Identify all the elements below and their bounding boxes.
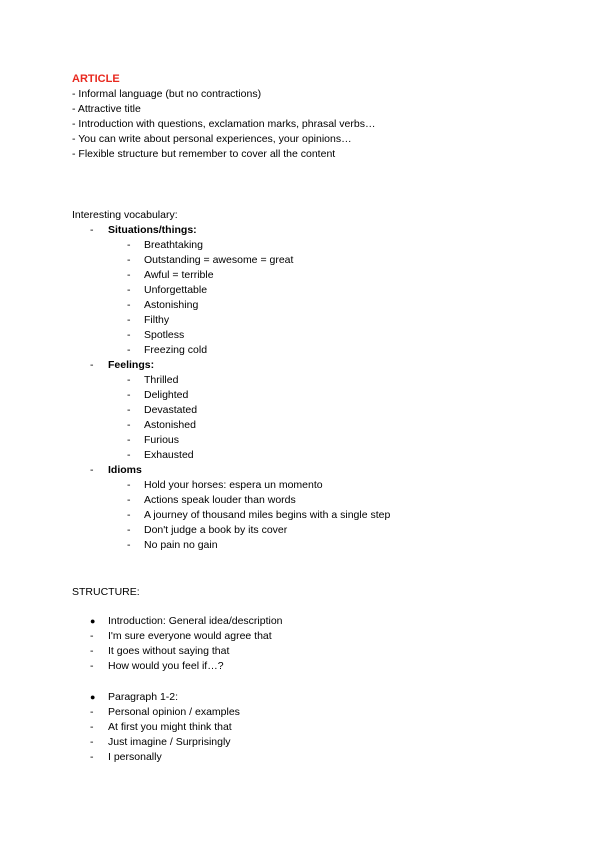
structure-item-text: Personal opinion / examples — [108, 706, 240, 718]
structure-item-text: Just imagine / Surprisingly — [108, 736, 231, 748]
vocab-item-text: Don't judge a book by its cover — [144, 524, 288, 536]
dash-marker: - — [127, 509, 131, 521]
dash-marker: - — [127, 404, 131, 416]
dash-marker: - — [127, 284, 131, 296]
dash-marker: - — [90, 645, 94, 657]
category-label: Situations/things: — [108, 224, 197, 236]
structure-item-text: It goes without saying that — [108, 645, 230, 657]
vocab-item-text: No pain no gain — [144, 539, 218, 551]
dash-marker: - — [127, 494, 131, 506]
category-label: Feelings: — [108, 359, 155, 371]
dash-marker: - — [127, 539, 131, 551]
dash-marker: - — [90, 224, 94, 236]
structure-item-text: How would you feel if…? — [108, 660, 224, 672]
vocab-item-text: A journey of thousand miles begins with a single step — [144, 509, 391, 521]
dash-marker: - — [127, 239, 131, 251]
vocab-item-text: Breathtaking — [144, 239, 203, 251]
dash-marker: - — [90, 660, 94, 672]
article-rule: - Introduction with questions, exclamation marks, phrasal verbs… — [72, 118, 376, 130]
vocab-item-text: Freezing cold — [144, 344, 208, 356]
dash-marker: - — [127, 374, 131, 386]
vocab-item-text: Actions speak louder than words — [144, 494, 296, 506]
dash-marker: - — [90, 736, 94, 748]
dash-marker: - — [127, 314, 131, 326]
vocab-item-text: Unforgettable — [144, 284, 208, 296]
article-rule: - You can write about personal experiences, your opinions… — [72, 133, 352, 145]
vocab-item-text: Filthy — [144, 314, 170, 326]
dash-marker: - — [90, 721, 94, 733]
vocab-item-text: Astonishing — [144, 299, 199, 311]
vocab-item-text: Thrilled — [144, 374, 179, 386]
vocab-item-text: Delighted — [144, 389, 189, 401]
dash-marker: - — [127, 329, 131, 341]
dash-marker: - — [127, 269, 131, 281]
article-rule: - Attractive title — [72, 103, 141, 115]
dash-marker: - — [90, 630, 94, 642]
dash-marker: - — [127, 389, 131, 401]
dash-marker: - — [90, 751, 94, 763]
article-rule: - Flexible structure but remember to cover all the content — [72, 148, 336, 160]
structure-title-text: Introduction: General idea/description — [108, 615, 283, 627]
vocab-item-text: Furious — [144, 434, 180, 446]
dash-marker: - — [127, 299, 131, 311]
vocab-item-text: Awful = terrible — [144, 269, 214, 281]
dash-marker: - — [127, 254, 131, 266]
vocabulary-heading: Interesting vocabulary: — [72, 209, 178, 221]
dash-marker: - — [127, 479, 131, 491]
structure-heading: STRUCTURE: — [72, 586, 140, 598]
dash-marker: - — [90, 359, 94, 371]
dash-marker: - — [90, 464, 94, 476]
structure-item-text: I personally — [108, 751, 162, 763]
structure-title-text: Paragraph 1-2: — [108, 691, 179, 703]
bullet-icon: ● — [90, 692, 96, 702]
dash-marker: - — [127, 419, 131, 431]
structure-item-text: At first you might think that — [108, 721, 232, 733]
vocab-item-text: Hold your horses: espera un momento — [144, 479, 323, 491]
vocab-item-text: Outstanding = awesome = great — [144, 254, 294, 266]
vocab-item-text: Devastated — [144, 404, 198, 416]
bullet-icon: ● — [90, 616, 96, 626]
vocab-item-text: Astonished — [144, 419, 196, 431]
dash-marker: - — [127, 449, 131, 461]
dash-marker: - — [127, 524, 131, 536]
structure-item-text: I'm sure everyone would agree that — [108, 630, 272, 642]
category-label: Idioms — [108, 464, 142, 476]
article-title: ARTICLE — [72, 73, 120, 85]
vocab-item-text: Exhausted — [144, 449, 194, 461]
dash-marker: - — [90, 706, 94, 718]
vocab-item-text: Spotless — [144, 329, 185, 341]
dash-marker: - — [127, 434, 131, 446]
article-rule: - Informal language (but no contractions) — [72, 88, 262, 100]
dash-marker: - — [127, 344, 131, 356]
